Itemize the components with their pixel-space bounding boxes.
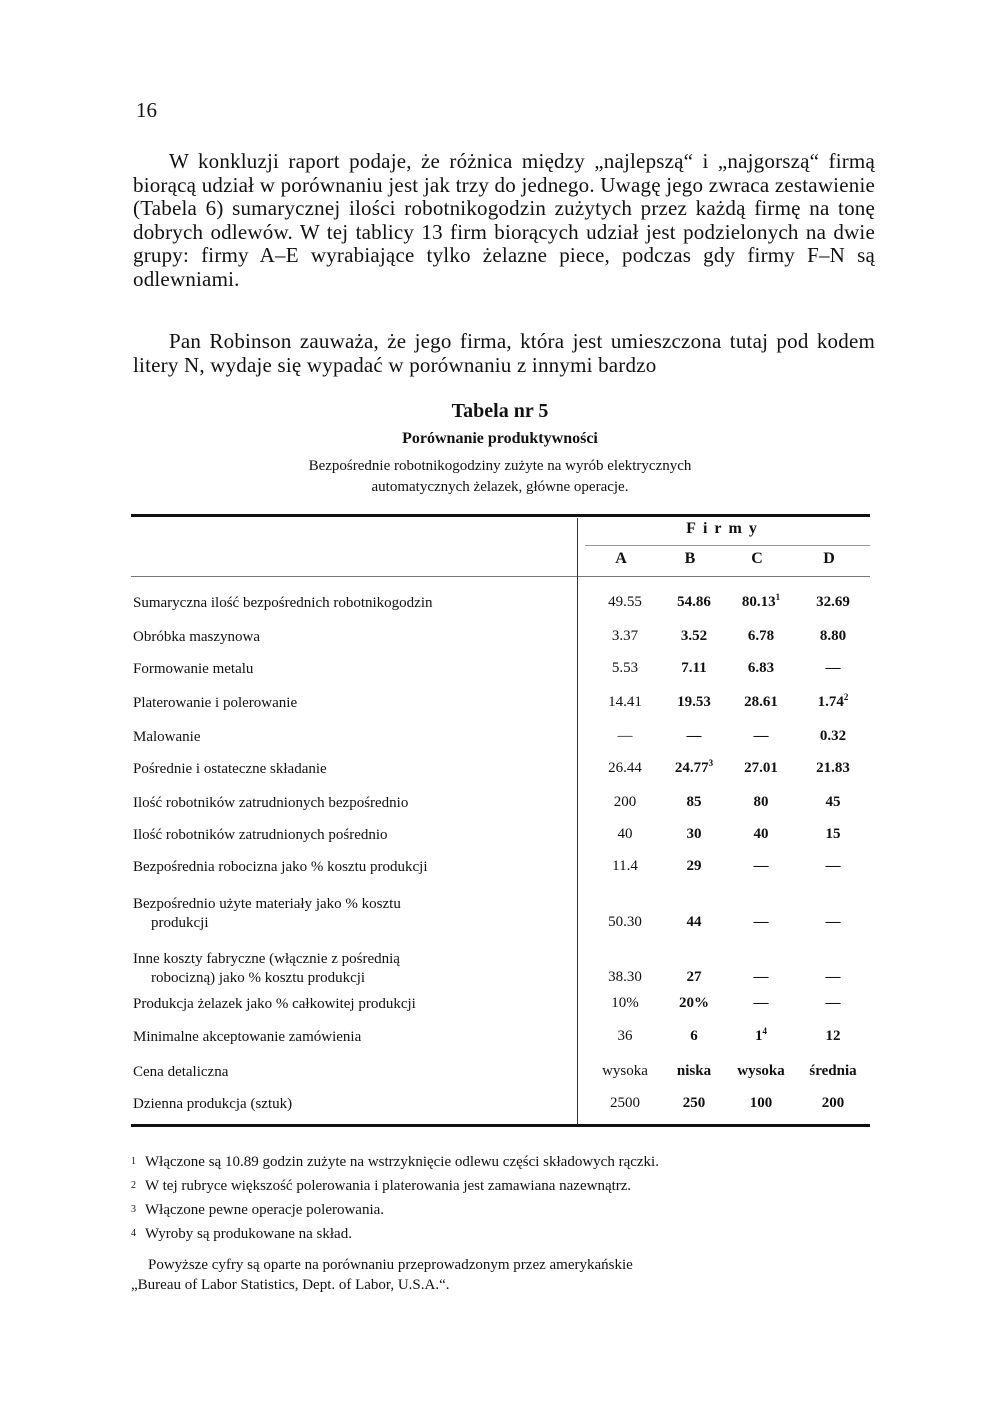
footnote-marker: 3	[708, 758, 714, 768]
cell-value: 10%	[611, 995, 639, 1011]
row-label-text: Platerowanie i polerowanie	[133, 695, 298, 711]
cell-value: 24.77	[674, 760, 709, 776]
table-cell	[725, 694, 797, 711]
table-cell	[725, 628, 797, 645]
row-label-text: Produkcja żelazek jako % całkowitej produkcji	[133, 996, 416, 1012]
cell-value: 6	[690, 1028, 698, 1044]
source-note	[131, 1255, 881, 1295]
footnote-marker: 2	[843, 692, 849, 702]
page-number: 16	[136, 98, 157, 122]
table-cell	[658, 858, 730, 875]
table-cell	[797, 858, 869, 875]
cell-value: 250	[682, 1095, 706, 1111]
cell-value: 2500	[610, 1095, 640, 1111]
cell-value: 0.32	[819, 728, 847, 744]
footnotes	[131, 1150, 881, 1246]
row-label	[133, 794, 563, 813]
table-cell	[797, 1028, 869, 1045]
cell-value: 15	[825, 826, 841, 842]
cell-value: —	[753, 969, 769, 985]
cell-value: 3.37	[611, 628, 639, 644]
table-cell	[658, 914, 730, 931]
cell-value: 40	[617, 826, 633, 842]
row-label	[133, 1028, 563, 1047]
cell-value: 32.69	[816, 594, 850, 610]
table-cell	[658, 728, 730, 745]
table-cell	[589, 794, 661, 811]
table-top-rule	[131, 514, 870, 517]
cell-value: 80.13	[741, 594, 776, 610]
group-header-rule	[585, 545, 870, 546]
cell-value: —	[825, 995, 841, 1011]
column-header-d: D	[823, 550, 835, 567]
table-cell	[589, 760, 661, 777]
row-label-text: Ilość robotników zatrudnionych bezpośrednio	[133, 795, 409, 811]
row-label-text: Bezpośrednio użyte materiały jako % kosztu	[133, 896, 401, 912]
paragraph-2	[133, 330, 875, 377]
cell-value: niska	[676, 1063, 712, 1079]
row-label	[133, 895, 563, 933]
table-cell	[797, 1095, 869, 1112]
table-cell	[589, 660, 661, 677]
table-cell	[658, 969, 730, 986]
cell-value: 8.80	[819, 628, 847, 644]
cell-value: 38.30	[608, 969, 642, 985]
row-label	[133, 760, 563, 779]
table-cell	[725, 826, 797, 843]
table-cell	[589, 1095, 661, 1112]
table-cell	[658, 1063, 730, 1080]
table-cell	[725, 995, 797, 1012]
table-cell	[797, 594, 869, 611]
row-label	[133, 995, 563, 1014]
cell-value: 14.41	[608, 694, 642, 710]
table-cell	[797, 728, 869, 745]
footnote	[131, 1150, 881, 1174]
footnote	[131, 1174, 881, 1198]
row-label	[133, 858, 563, 877]
table-cell	[589, 858, 661, 875]
cell-value: 200	[821, 1095, 845, 1111]
footnote-number: 4	[131, 1228, 136, 1239]
table-cell	[658, 794, 730, 811]
row-label-text: Cena detaliczna	[133, 1064, 229, 1080]
cell-value: 27.01	[744, 760, 778, 776]
table-cell	[797, 694, 869, 711]
cell-value: 11.4	[612, 858, 638, 874]
table-cell	[725, 728, 797, 745]
cell-value: wysoka	[602, 1063, 648, 1079]
table-cell	[589, 995, 661, 1012]
cell-value: 50.30	[608, 914, 642, 930]
row-label-text: Dzienna produkcja (sztuk)	[133, 1096, 293, 1112]
cell-value: —	[825, 858, 841, 874]
cell-value: —	[686, 728, 702, 744]
footnote-text: W tej rubryce większość polerowania i platerowania jest zamawiana nazewnątrz.	[145, 1178, 632, 1194]
table-cell	[797, 826, 869, 843]
cell-value: —	[825, 969, 841, 985]
cell-value: 21.83	[816, 760, 850, 776]
row-label	[133, 628, 563, 647]
table-cell	[797, 628, 869, 645]
table-cell	[658, 660, 730, 677]
cell-value: 49.55	[608, 594, 642, 610]
row-label-text: Sumaryczna ilość bezpośrednich robotnikogodzin	[133, 595, 433, 611]
cell-value: 27	[686, 969, 702, 985]
table-description-line: Bezpośrednie robotnikogodziny zużyte na wyrób elektrycznych	[308, 458, 692, 474]
cell-value: 28.61	[744, 694, 778, 710]
row-label-text: Bezpośrednia robocizna jako % kosztu produkcji	[133, 859, 428, 875]
header-rule	[131, 576, 870, 577]
row-label-continuation: robocizną) jako % kosztu produkcji	[151, 970, 366, 986]
cell-value: 12	[825, 1028, 841, 1044]
footnote-number: 3	[131, 1204, 136, 1215]
cell-value: 85	[686, 794, 702, 810]
cell-value: 44	[686, 914, 702, 930]
row-label-text: Formowanie metalu	[133, 661, 254, 677]
table-cell	[797, 995, 869, 1012]
cell-value: 36	[617, 1028, 633, 1044]
row-label	[133, 1095, 563, 1114]
table-cell	[658, 826, 730, 843]
table-cell	[589, 1063, 661, 1080]
table-cell	[797, 760, 869, 777]
row-label-continuation: produkcji	[151, 915, 209, 931]
cell-value: 7.11	[681, 660, 707, 676]
row-label	[133, 694, 563, 713]
column-separator	[577, 518, 578, 1124]
footnote-text: Włączone są 10.89 godzin zużyte na wstrzyknięcie odlewu części składowych rączki.	[145, 1154, 659, 1170]
row-label-text: Inne koszty fabryczne (włącznie z pośrednią	[133, 951, 400, 967]
paragraph-1	[133, 150, 875, 291]
cell-value: 80	[753, 794, 769, 810]
table-cell	[589, 628, 661, 645]
source-line: „Bureau of Labor Statistics, Dept. of Labor, U.S.A.“.	[131, 1277, 450, 1293]
row-label-text: Pośrednie i ostateczne składanie	[133, 761, 327, 777]
table-cell	[589, 694, 661, 711]
column-header-a: A	[615, 550, 627, 567]
table-description-line: automatycznych żelazek, główne operacje.	[371, 479, 629, 495]
cell-value: 20%	[679, 995, 709, 1011]
table-cell	[589, 728, 661, 745]
row-label	[133, 950, 563, 988]
footnote-text: Włączone pewne operacje polerowania.	[145, 1202, 385, 1218]
row-label-text: Obróbka maszynowa	[133, 629, 261, 645]
table-cell	[589, 969, 661, 986]
group-header-firmy: Firmy	[686, 520, 764, 537]
table-cell	[658, 1028, 730, 1045]
cell-value: 26.44	[608, 760, 642, 776]
footnote-text: Wyroby są produkowane na skład.	[145, 1226, 352, 1242]
row-label-text: Ilość robotników zatrudnionych pośrednio	[133, 827, 388, 843]
table-cell	[725, 1095, 797, 1112]
table-cell	[658, 995, 730, 1012]
table-cell	[725, 914, 797, 931]
table-cell	[725, 594, 797, 611]
table-cell	[725, 660, 797, 677]
cell-value: —	[825, 660, 841, 676]
cell-value: 6.78	[747, 628, 775, 644]
footnote-number: 1	[131, 1156, 136, 1167]
table-cell	[725, 858, 797, 875]
table-cell	[797, 660, 869, 677]
cell-value: 5.53	[611, 660, 639, 676]
table-cell	[589, 594, 661, 611]
table-description	[0, 456, 1000, 498]
table-cell	[589, 826, 661, 843]
table-cell	[797, 969, 869, 986]
table-title: Tabela nr 5	[451, 400, 549, 422]
table-cell	[658, 760, 730, 777]
table-cell	[658, 1095, 730, 1112]
row-label	[133, 728, 563, 747]
cell-value: —	[753, 858, 769, 874]
cell-value: 200	[613, 794, 637, 810]
table-cell	[658, 594, 730, 611]
cell-value: 100	[749, 1095, 773, 1111]
table-cell	[589, 914, 661, 931]
cell-value: średnia	[809, 1063, 857, 1079]
table-cell	[725, 760, 797, 777]
cell-value: 1.74	[817, 694, 844, 710]
row-label	[133, 594, 563, 613]
footnote	[131, 1198, 881, 1222]
table-cell	[725, 1028, 797, 1045]
cell-value: —	[753, 728, 769, 744]
table-subtitle: Porównanie produktywności	[402, 430, 598, 447]
cell-value: —	[753, 995, 769, 1011]
table-cell	[725, 794, 797, 811]
cell-value: 1	[755, 1028, 763, 1044]
footnote-number: 2	[131, 1180, 136, 1191]
cell-value: 6.83	[747, 660, 775, 676]
table-cell	[725, 969, 797, 986]
cell-value: 54.86	[677, 594, 711, 610]
paragraph-text: W konkluzji raport podaje, że różnica między „najlepszą“ i „najgorszą“ firmą biorącą udział w porównaniu jest jak trzy do jednego. Uwagę jego zwraca zestawienie (Tabela 6) sumarycznej ilości robotnikogodzin zużytych przez każdą firmę na tonę dobrych odlewów. W tej tablicy 13 firm biorących udział jest podzielonych na dwie grupy: firmy A–E wyrabiające tylko żelazne piece, podczas gdy firmy F–N są odlewniami.	[133, 149, 875, 291]
table-cell	[658, 694, 730, 711]
cell-value: 45	[825, 794, 841, 810]
footnote	[131, 1222, 881, 1246]
row-label-text: Malowanie	[133, 729, 201, 745]
cell-value: 29	[686, 858, 702, 874]
row-label	[133, 826, 563, 845]
table-cell	[797, 914, 869, 931]
cell-value: —	[753, 914, 769, 930]
footnote-marker: 4	[762, 1026, 767, 1036]
cell-value: wysoka	[737, 1063, 785, 1079]
table-cell	[658, 628, 730, 645]
source-line: Powyższe cyfry są oparte na porównaniu przeprowadzonym przez amerykańskie	[148, 1257, 633, 1273]
cell-value: —	[825, 914, 841, 930]
row-label-text: Minimalne akceptowanie zamówienia	[133, 1029, 362, 1045]
cell-value: 3.52	[680, 628, 708, 644]
table-cell	[797, 1063, 869, 1080]
footnote-marker: 1	[775, 592, 781, 602]
column-header-b: B	[684, 550, 696, 567]
table-cell	[797, 794, 869, 811]
cell-value: 30	[686, 826, 702, 842]
column-header-c: C	[751, 550, 763, 567]
table-bottom-rule	[131, 1124, 870, 1127]
cell-value: —	[617, 728, 633, 744]
table-cell	[725, 1063, 797, 1080]
row-label	[133, 1063, 563, 1082]
table-cell	[589, 1028, 661, 1045]
cell-value: 40	[753, 826, 769, 842]
paragraph-text: Pan Robinson zauważa, że jego firma, która jest umieszczona tutaj pod kodem litery N, wydaje się wypadać w porównaniu z innymi bardzo	[133, 329, 875, 377]
row-label	[133, 660, 563, 679]
cell-value: 19.53	[677, 694, 711, 710]
